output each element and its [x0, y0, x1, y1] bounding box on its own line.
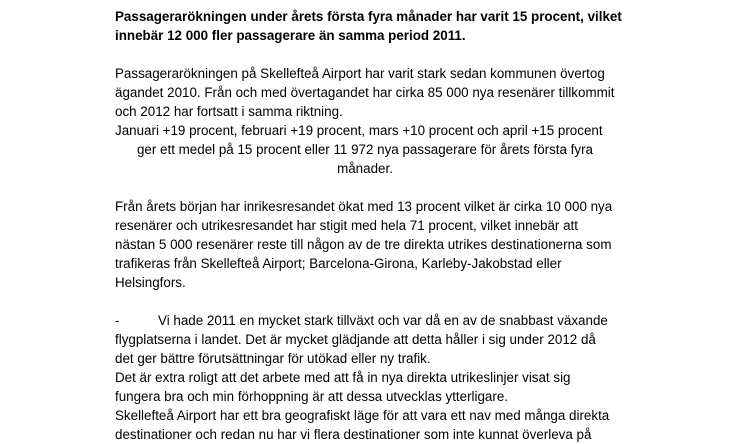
lead-line-1: Passagerarökningen under årets första fyra månader har varit 15 procent, vilket [115, 9, 622, 24]
p1-line-6: månader. [337, 161, 393, 176]
paragraph-gap [115, 178, 645, 197]
paragraph-gap [115, 292, 645, 311]
p1-line-3: och 2012 har fortsatt i samma riktning. [115, 104, 343, 119]
quote-line-3: det ger bättre förutsättningar för utökad eller ny trafik. [115, 351, 431, 366]
p1-line-1: Passagerarökningen på Skellefteå Airport har varit stark sedan kommunen övertog [115, 66, 605, 81]
quote-block [115, 311, 645, 444]
paragraph-2 [115, 197, 645, 292]
cut-off-top-line [115, 0, 645, 7]
quote-dash: - [115, 313, 120, 328]
quote-line-7: destinationer och redan nu har vi flera destinationer som inte kunnat överleva på [115, 427, 592, 442]
document-page [115, 0, 645, 444]
quote-first-line [115, 311, 645, 330]
quote-line-5: fungera bra och min förhoppning är att dessa utvecklas ytterligare. [115, 389, 509, 404]
quote-line-2: flygplatserna i landet. Det är mycket glädjande att detta håller i sig under 2012 då [115, 332, 596, 347]
paragraph-1 [115, 64, 645, 178]
p1-line-2: ägandet 2010. Från och med övertagandet har cirka 85 000 nya resenärer tillkommit [115, 85, 615, 100]
lead-line-2: innebär 12 000 fler passagerare än samma period 2011. [115, 28, 466, 43]
p2-line-1: Från årets början har inrikesresandet ökat med 13 procent vilket är cirka 10 000 nya [115, 199, 613, 214]
p2-line-3: nästan 5 000 resenärer reste till någon av de tre direkta utrikes destinationerna som [115, 237, 612, 252]
p2-line-4: trafikeras från Skellefteå Airport; Barcelona-Girona, Karleby-Jakobstad eller [115, 256, 562, 271]
paragraph-gap [115, 45, 645, 64]
p2-line-5: Helsingfors. [115, 275, 186, 290]
quote-line-1: Vi hade 2011 en mycket stark tillväxt och var då en av de snabbast växande [158, 313, 608, 328]
quote-line-4: Det är extra roligt att det arbete med att få in nya direkta utrikeslinjer visat sig [115, 370, 571, 385]
quote-line-6: Skellefteå Airport har ett bra geografiskt läge för att vara ett nav med många direkta [115, 408, 610, 423]
p2-line-2: resenärer och utrikesresandet har stigit med hela 71 procent, vilket innebär att [115, 218, 578, 233]
p1-line-4: Januari +19 procent, februari +19 procent, mars +10 procent och april +15 procent [115, 123, 603, 138]
p1-line-5: ger ett medel på 15 procent eller 11 972 nya passagerare för årets första fyra [136, 142, 594, 157]
